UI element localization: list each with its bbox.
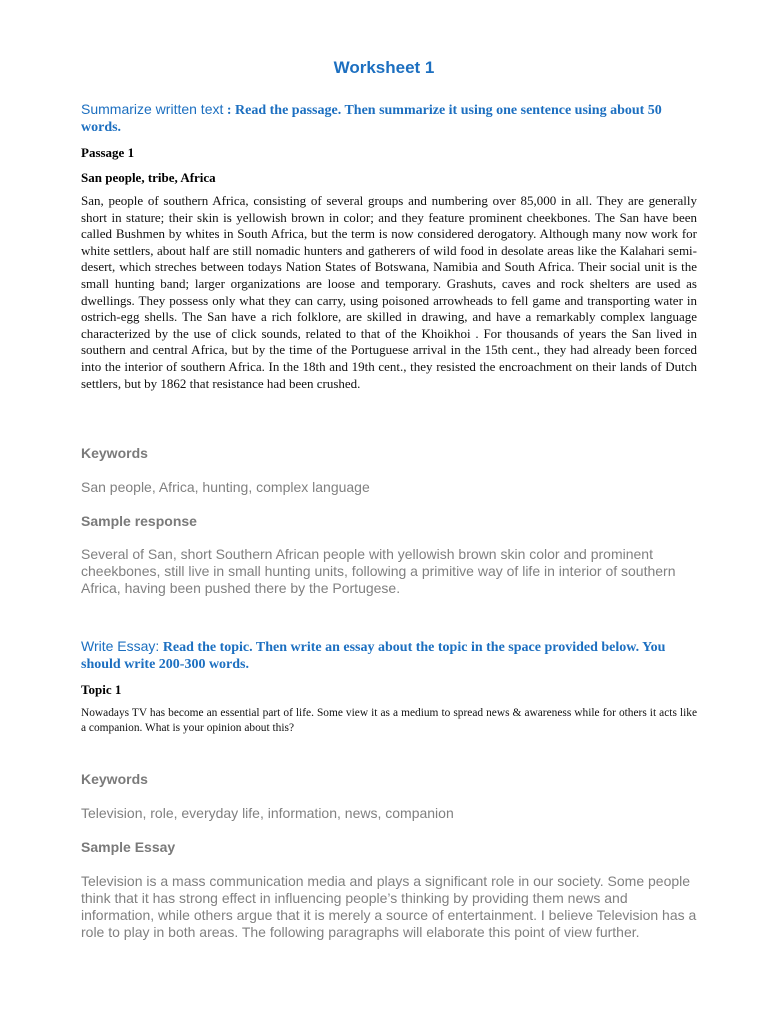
passage-label: Passage 1 [81,145,135,160]
sample-essay-heading: Sample Essay [81,839,176,855]
sample-response-text: Several of San, short Southern African people with yellowish brown skin color and prominent cheekbones, still live in small hunting units, following a primitive way of life in interior of southern Africa, having been pushed there by the Portugese. [81,546,676,596]
sample-response-heading: Sample response [81,513,197,529]
keywords-heading-1: Keywords [81,445,148,461]
keywords-text-1: San people, Africa, hunting, complex language [81,479,370,495]
keywords-text-2: Television, role, everyday life, information, news, companion [81,805,454,821]
summarize-task-label: Summarize written text [81,101,224,117]
passage-title: San people, tribe, Africa [81,170,216,185]
sample-essay-text: Television is a mass communication media and plays a significant role in our society. Some people think that it has strong effect in influencing people’s thinking by providing them news and information, while others argue that it is merely a source of entertainment. I believe Television has a role to play in both areas. The following paragraphs will elaborate this point of view further. [81,873,697,940]
summarize-instruction [81,101,701,136]
summarize-task-instruction: : Read the passage. Then summarize it using one sentence using about 50 words. [81,103,662,135]
topic-label: Topic 1 [81,682,122,697]
keywords-heading-2: Keywords [81,771,148,787]
passage-text: San, people of southern Africa, consisting of several groups and numbering over 85,000 in all. They are generally short in stature; their skin is yellowish brown in color; and they feature prominent cheekbones. The San have been called Bushmen by whites in South Africa, but the term is now considered derogatory. Although many now work for white settlers, about half are still nomadic hunters and gatherers of wild food in desolate areas like the Kalahari semi-desert, which streches between todays Nation States of Botswana, Namibia and South Africa. Their social unit is the small hunting band; larger organizations are loose and temporary. Grashuts, caves and rock shelters are used as dwellings. They possess only what they can carry, using poisoned arrowheads to fell game and transporting water in ostrich-egg shells. The San have a rich folklore, are skilled in drawing, and have a remarkably complex language characterized by the use of click sounds, related to that of the Khoikhoi . For thousands of years the San lived in southern and central Africa, but by the time of the Portuguese arrival in the 15th cent., they had already been forced into the interior of southern Africa. In the 18th and 19th cent., they resisted the encroachment on their lands of Dutch settlers, but by 1862 that resistance had been crushed. [81,193,697,391]
essay-task-instruction: Read the topic. Then write an essay about the topic in the space provided below. You should write 200-300 words. [81,640,666,672]
essay-instruction [81,638,701,673]
topic-text: Nowadays TV has become an essential part of life. Some view it as a medium to spread news & awareness while for others it acts like a companion. What is your opinion about this? [81,707,697,734]
page-title: Worksheet 1 [333,58,435,77]
essay-task-label: Write Essay: [81,638,160,654]
